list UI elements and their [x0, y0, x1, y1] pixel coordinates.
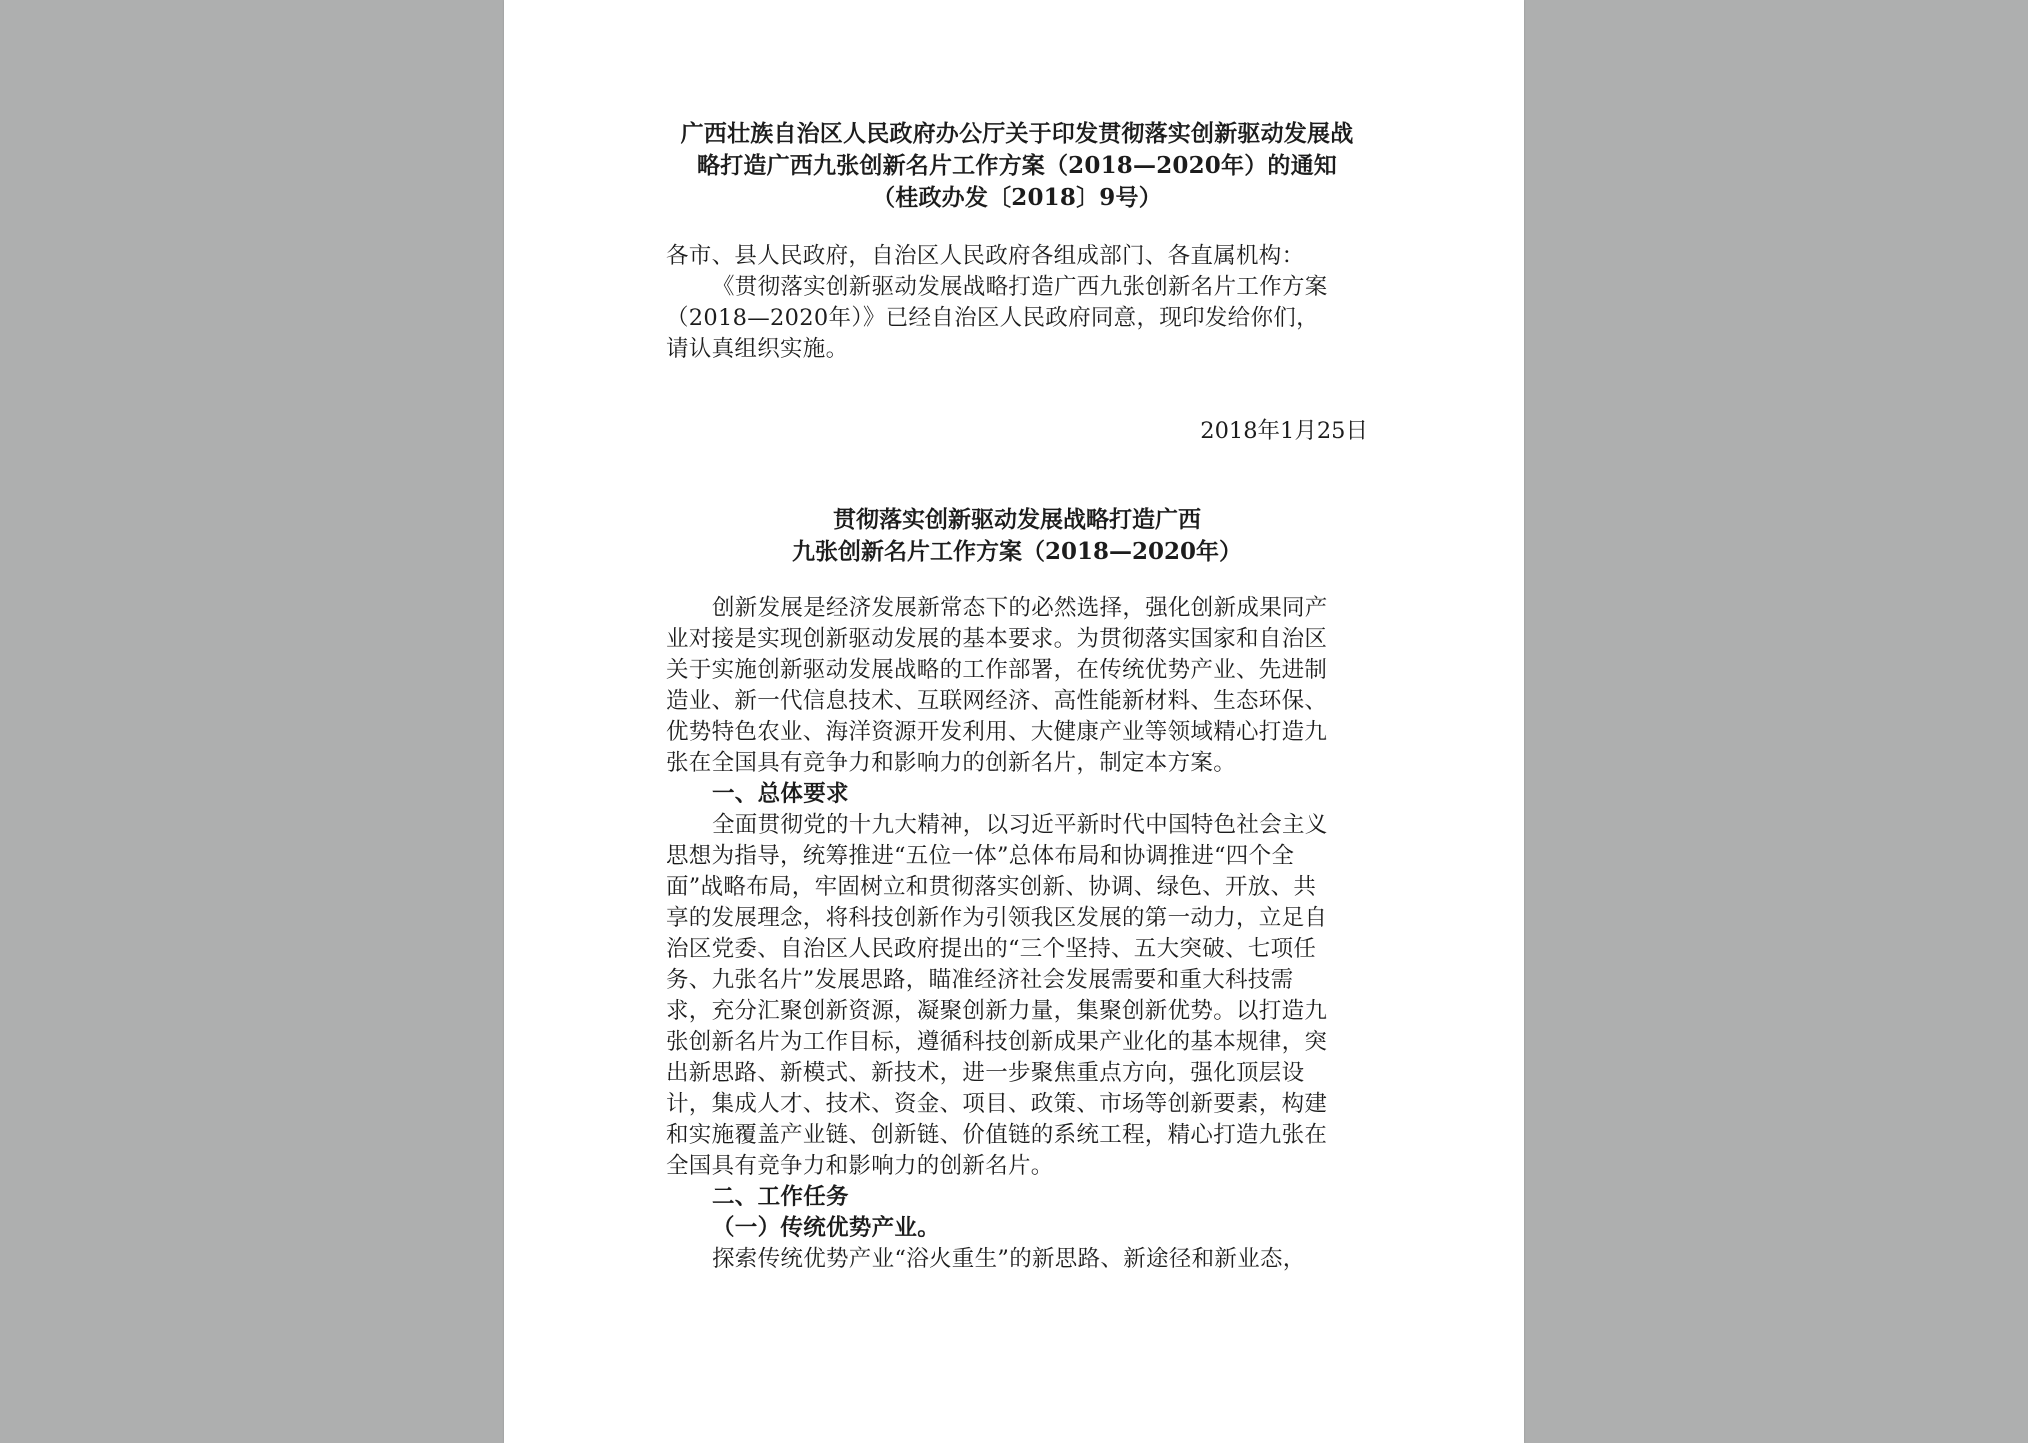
section2-heading: 二、工作任务 — [712, 1184, 849, 1210]
plan-title-line: 九张创新名片工作方案（2018—2020年） — [791, 538, 1243, 565]
plan-title — [666, 504, 1368, 568]
notice-body-line: （2018—2020年）》已经自治区人民政府同意，现印发给你们， — [666, 305, 1319, 331]
notice-title-line: 略打造广西九张创新名片工作方案（2018—2020年）的通知 — [696, 152, 1338, 179]
notice-title — [666, 118, 1368, 214]
section1-line: 张创新名片为工作目标，遵循科技创新成果产业化的基本规律，突 — [666, 1029, 1328, 1055]
section1-line: 和实施覆盖产业链、创新链、价值链的系统工程，精心打造九张在 — [666, 1122, 1328, 1148]
section1-line: 享的发展理念，将科技创新作为引领我区发展的第一动力，立足自 — [666, 905, 1328, 931]
section1-line: 思想为指导，统筹推进“五位一体”总体布局和协调推进“四个全 — [666, 843, 1295, 869]
notice-addressee: 各市、县人民政府，自治区人民政府各组成部门、各直属机构： — [666, 243, 1305, 269]
section1-line: 务、九张名片”发展思路，瞄准经济社会发展需要和重大科技需 — [666, 967, 1294, 993]
section1-line: 面”战略布局，牢固树立和贯彻落实创新、协调、绿色、开放、共 — [666, 874, 1317, 900]
plan-intro-line: 造业、新一代信息技术、互联网经济、高性能新材料、生态环保、 — [666, 688, 1328, 714]
document-page — [504, 0, 1524, 1443]
plan-intro-line: 业对接是实现创新驱动发展的基本要求。为贯彻落实国家和自治区 — [666, 626, 1328, 652]
page-content — [666, 118, 1368, 1275]
notice-body-line: 请认真组织实施。 — [666, 336, 849, 362]
notice-body-line: 《贯彻落实创新驱动发展战略打造广西九张创新名片工作方案 — [712, 274, 1328, 300]
notice-title-line: 广西壮族自治区人民政府办公厅关于印发贯彻落实创新驱动发展战 — [680, 120, 1354, 147]
plan-title-line: 贯彻落实创新驱动发展战略打造广西 — [833, 506, 1201, 533]
plan-intro-line: 张在全国具有竞争力和影响力的创新名片，制定本方案。 — [666, 750, 1237, 776]
subsection1-line: 探索传统优势产业“浴火重生”的新思路、新途径和新业态， — [712, 1246, 1306, 1272]
section1-line: 出新思路、新模式、新技术，进一步聚焦重点方向，强化顶层设 — [666, 1060, 1305, 1086]
section1-line: 全面贯彻党的十九大精神，以习近平新时代中国特色社会主义 — [712, 812, 1328, 838]
section1-line: 全国具有竞争力和影响力的创新名片。 — [666, 1153, 1054, 1179]
subsection1-heading: （一）传统优势产业。 — [712, 1215, 941, 1241]
section1-line: 求，充分汇聚创新资源，凝聚创新力量，集聚创新优势。以打造九 — [666, 998, 1328, 1024]
notice-date: 2018年1月25日 — [1200, 418, 1368, 444]
plan-intro-line: 优势特色农业、海洋资源开发利用、大健康产业等领域精心打造九 — [666, 719, 1328, 745]
plan-intro-line: 关于实施创新驱动发展战略的工作部署，在传统优势产业、先进制 — [666, 657, 1328, 683]
plan-intro-line: 创新发展是经济发展新常态下的必然选择，强化创新成果同产 — [712, 595, 1328, 621]
section1-heading: 一、总体要求 — [712, 781, 849, 807]
section1-line: 计，集成人才、技术、资金、项目、政策、市场等创新要素，构建 — [666, 1091, 1328, 1117]
section1-line: 治区党委、自治区人民政府提出的“三个坚持、五大突破、七项任 — [666, 936, 1317, 962]
notice-title-line: （桂政办发〔2018〕9号） — [872, 184, 1162, 211]
